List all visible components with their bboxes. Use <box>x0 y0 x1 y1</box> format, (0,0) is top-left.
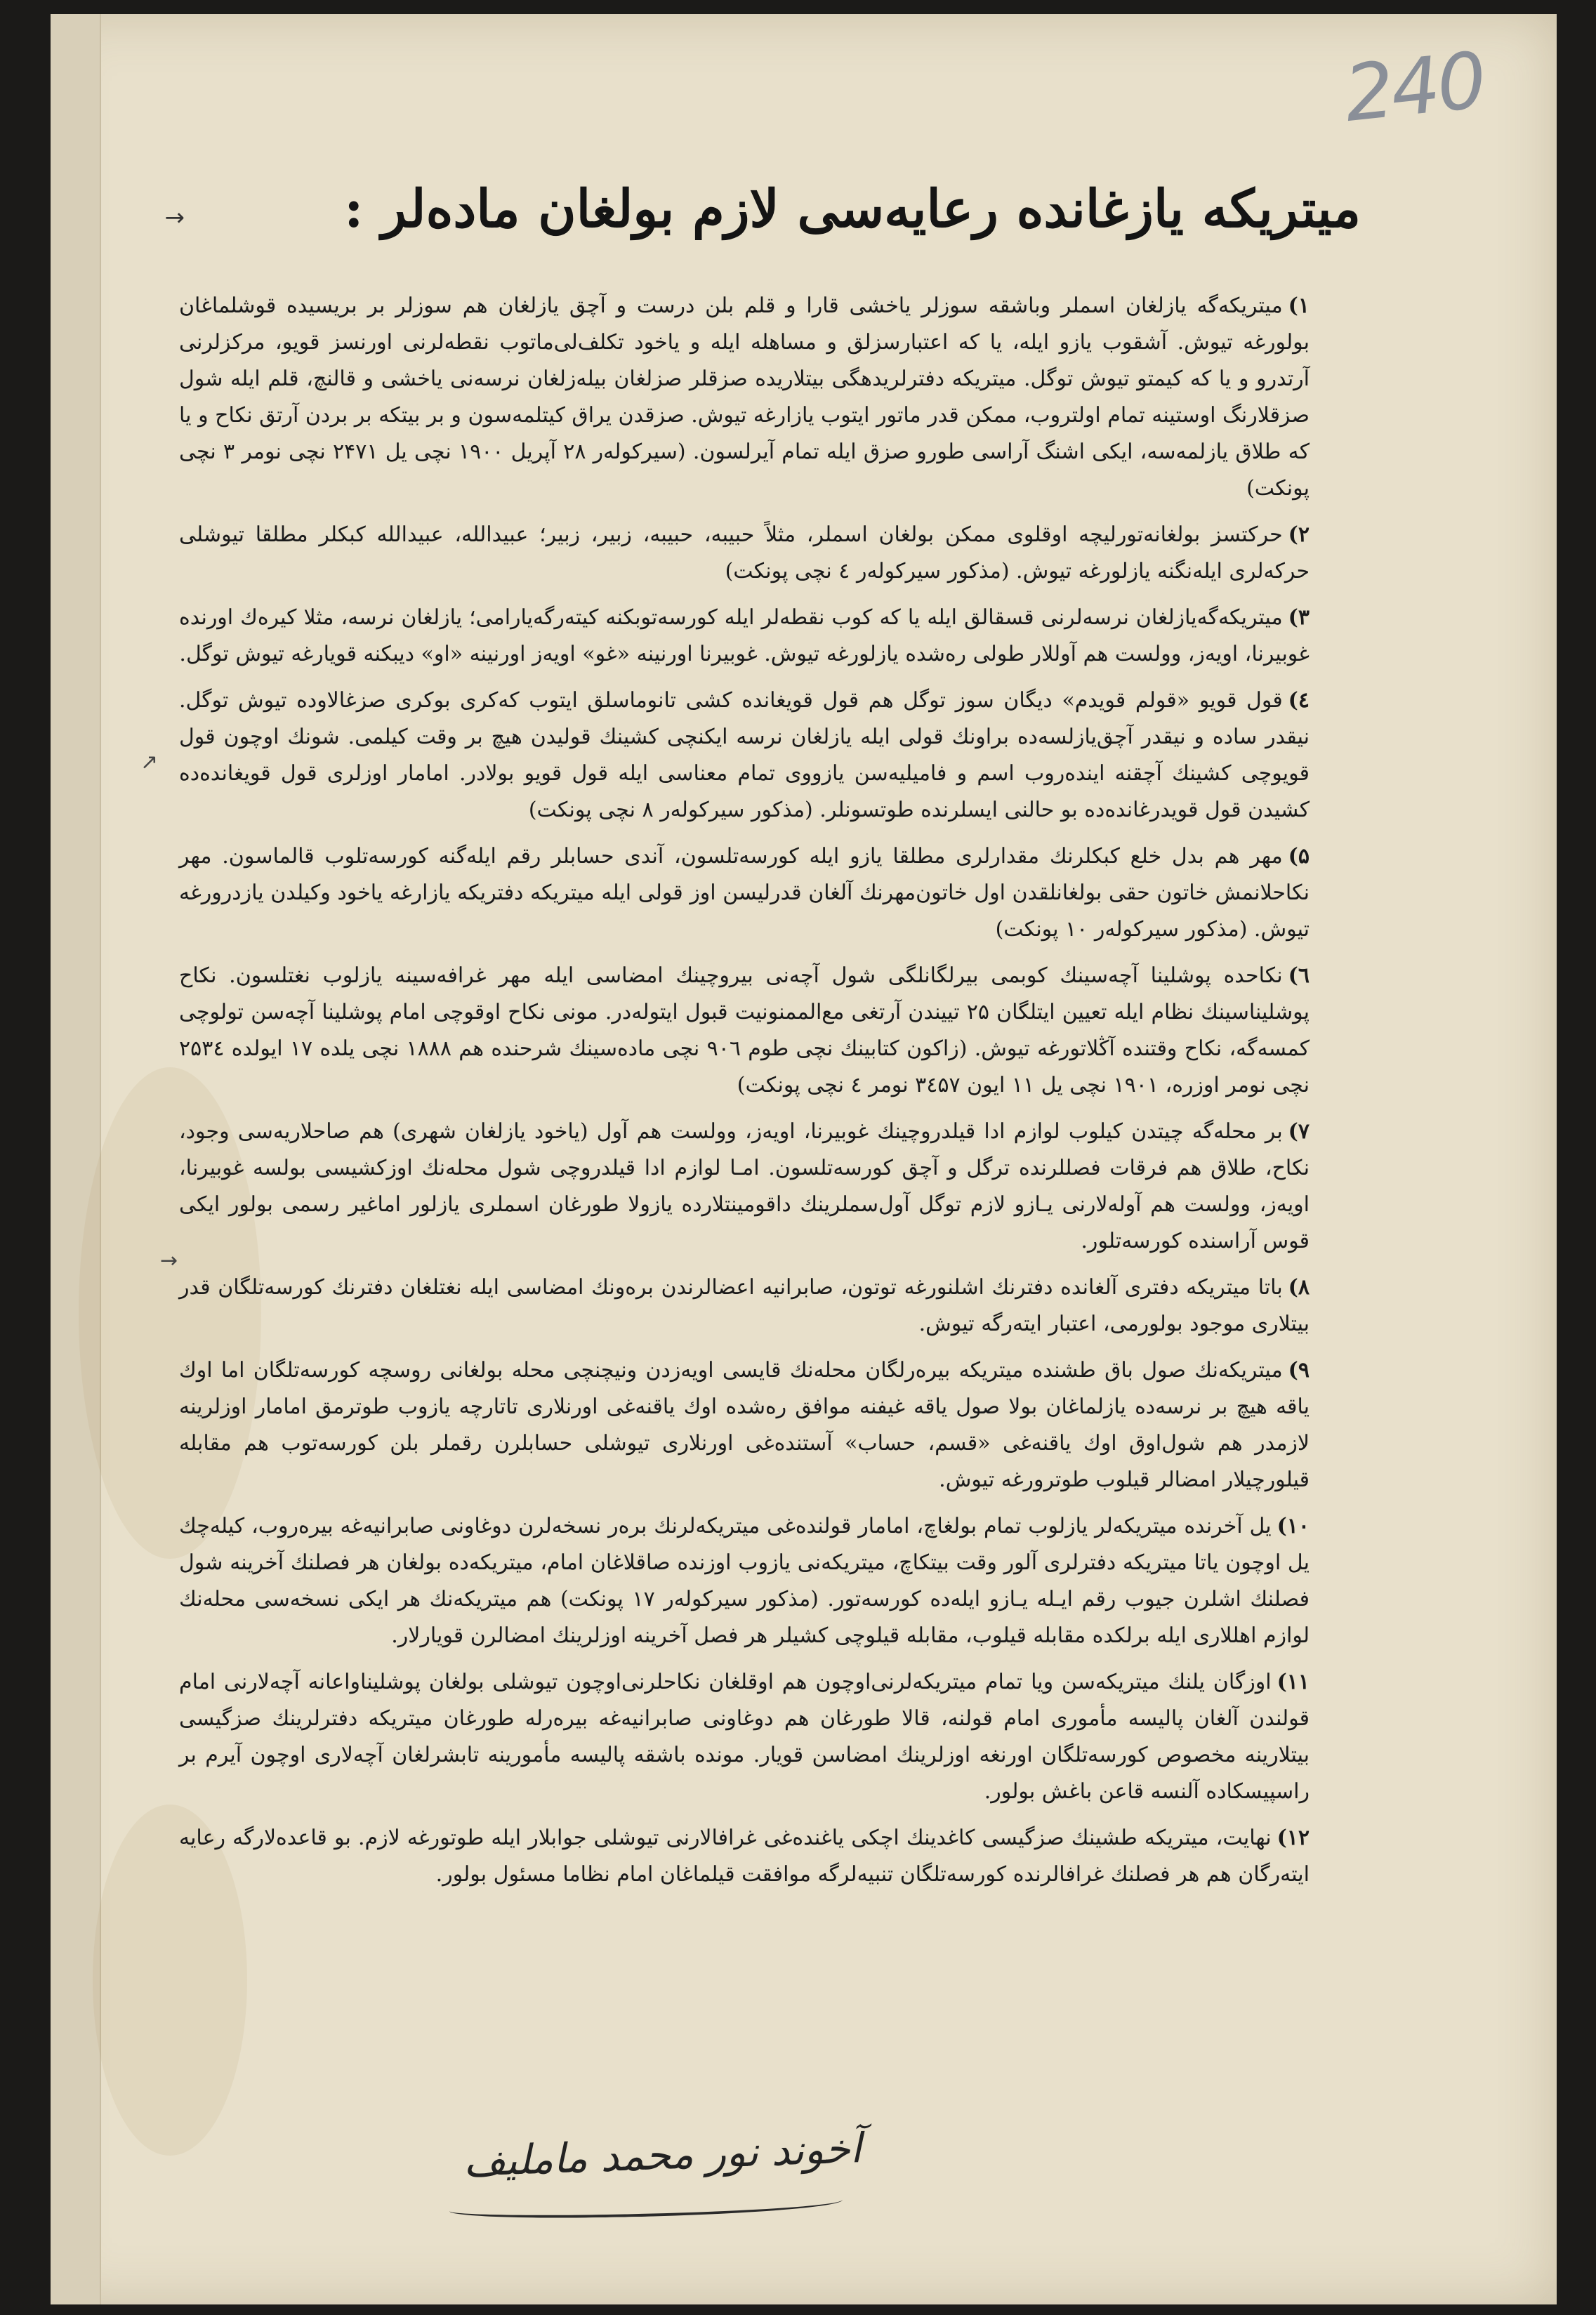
paragraph-number: ۲) <box>1288 522 1310 547</box>
paragraph-number: ۳) <box>1288 605 1310 630</box>
paragraph-text: میتریکه‌گه‌یازلغان نرسه‌لرنی قسقالق ایله یا که کوب نقطه‌لر ایله کورسه‌توبکنه کیته‌رگه‌یارامی؛ یازلغان نرسه، مثلا کیره‌ك اورنده غوبیرنا، اویەز، وولست هم آوللار طولی ره‌شده یازلورغه تیوش. غوبیرنا اورنینه «غو» اویەز اورنینه «او» دیبکنه قویارغه تیوش توگل. <box>179 605 1310 666</box>
paragraph-8 <box>179 1269 1310 1343</box>
paragraph-number: ۸) <box>1288 1275 1310 1300</box>
paragraph-number: ۱۰) <box>1277 1514 1310 1538</box>
paragraph-5 <box>179 838 1310 948</box>
paragraph-text: بر محله‌گه چیتدن کیلوب لوازم ادا قیلدروچینك غوبیرنا، اویەز، وولست هم آول (یاخود یازلغان شهری) هم صاحلاریه‌سی وجود، نکاح، طلاق هم فرقات فصللرنده ترگل و آچق کورسه‌تلسون. امـا لوازم ادا قیلدروچی شول محله‌نك اوزکشیسی بولسه غوبیرنا، اویەز، وولست هم آولەلارنی یـازو لازم توگل آول‌سملرینك داقومینتلارده یازولا طورغان اسملری یازلور اماغیر رسمی بولور ایکی قوس آراسنده کورسه‌تلور. <box>179 1119 1310 1253</box>
document-title: میتریکه یازغانده رعایه‌سی لازم بولغان ماده‌لر : <box>344 179 1361 239</box>
paragraph-number: ۷) <box>1288 1119 1310 1144</box>
paragraph-number: ۱۱) <box>1277 1670 1310 1694</box>
paragraph-text: نهایت، میتریکه طشینك صزگیسی کاغدینك اچکی یاغنده‌غی غرافالارنی تیوشلی جوابلار ایله طوتورغه لازم. بو قاعده‌لارگه رعایه ایته‌رگان هم هر فصلنك غرافالرنده کورسه‌تلگان تنبیه‌لرگه موافقت قیلماغان امام نظاما مسئول بولور. <box>179 1826 1310 1887</box>
paragraph-number: ۱) <box>1288 294 1310 318</box>
document-body <box>179 288 1310 1903</box>
paragraph-10 <box>179 1508 1310 1654</box>
paragraph-text: حرکتسز بولغانه‌تورلیچه اوقلوی ممکن بولغان اسملر، مثلاً حبیبه، حبیبه، زبیر، زبیر؛ عبیدالله، عبیدالله کبکلر مطلقا تیوشلی حرکه‌لری ایله‌نگنه یازلورغه تیوش. (مذکور سیرکولەر ٤ نچی پونکت) <box>179 522 1310 583</box>
title-margin-mark: → <box>164 204 185 232</box>
paragraph-number: ٦) <box>1288 963 1310 988</box>
paragraph-7 <box>179 1114 1310 1260</box>
paragraph-text: میتریکه‌گه یازلغان اسملر وباشقه سوزلر یاخشی قارا و قلم بلن درست و آچق یازلغان هم سوزلر بر بریسیده قوشلماغان بولورغه تیوش. آشقوب یازو ایله، یا که اعتبارسزلق و مساهله ایله و یاخود تکلف‌لی‌ماتوب نقطه‌لرنی اورنسز قویو، مرکزلرنی آرتدرو و یا که کیمتو تیوش توگل. میتریکه دفترلریدهگی بیتلاریده صزقلر صزلغان بیلەزلغان نرسه‌نی یاخشی و قالنچ، قلم ایله شول صزقلارنگ اوستینه تمام اولتروب، ممکن قدر ماتور ایتوب یازارغه تیوش. صزقدن یراق کیتلمەسون و بر بیتکه بر بردن آرتق نکاح و یا که طلاق یازلمەسه، ایکی اشنگ آراسی طورو صزق ایله تمام آیرلسون. (سیرکولەر ۲۸ آپریل ۱۹۰۰ نچی یل ۲۴۷۱ نچی نومر ۳ نچی پونکت) <box>179 294 1310 501</box>
paragraph-number: ٤) <box>1288 688 1310 713</box>
paragraph-text: یل آخرنده میتریکه‌لر یازلوب تمام بولغاچ، امامار قولنده‌غی میتریکه‌لرنك بره‌ر نسخه‌لرن دوغاونی صابرانیه‌غه بیره‌روب، کیله‌چك یل اوچون یاتا میتریکه دفترلری آلور وقت بیتکاچ، میتریکه‌نی یازوب اوزنده صاقلاغان امام، میتریکه‌ده بولغان هر فصلنك آخرینه شول فصلنك اشلرن جیوب رقم ایـله یـازو ایله‌ده کورسه‌تور. (مذکور سیرکولەر ۱۷ پونکت) هم میتریکه‌نك هر ایکی نسخه‌سی محله‌نك لوازم اهللاری ایله برلکده مقابله قیلوب، مقابله قیلوچی کشیلر هر فصل آخرینه اوزلرینك امضالرن قویارلار. <box>179 1514 1310 1648</box>
paragraph-11 <box>179 1664 1310 1810</box>
paragraph-2 <box>179 517 1310 590</box>
paragraph-text: باتا میتریکه دفتری آلغانده دفترنك اشلنورغه توتون، صابرانیه اعضالرندن بره‌ونك امضاسی ایله نغتلغان دفترنك کورسه‌تلگان قدر بیتلاری موجود بولورمی، اعتبار ایتەرگه تیوش. <box>179 1275 1310 1336</box>
paragraph-number: ۹) <box>1288 1358 1310 1383</box>
paragraph-6 <box>179 958 1310 1104</box>
paragraph-number: ۱۲) <box>1277 1826 1310 1850</box>
paragraph-number: ۵) <box>1288 844 1310 869</box>
paragraph-1 <box>179 288 1310 507</box>
paragraph-9 <box>179 1352 1310 1498</box>
handwritten-signature: آخوند نور محمد ماملیف <box>462 2124 862 2186</box>
paragraph-text: میتریکه‌نك صول باق طشنده میتریکه بیره‌رلگان محله‌نك قایسی اویەزدن ونیچنچی محله بولغانی روسچه کورسه‌تلگان اما اوك یاقه هیچ بر نرسه‌ده یازلماغان بولا صول یاقه غیفنه موافق ره‌شده اوك یاقنه‌غی اورنلاری تاتارچه یازوب طوترمق امامار اوزلرینه لازمدر هم شول‌اوق اوك یاقنه‌غی «قسم، حساب» آستنده‌غی اورنلاری تیوشلی حسابلرن رقملر بلن کورسه‌توب هم مقابله قیلورچیلار امضالر قیلوب طوترورغه تیوش. <box>179 1358 1310 1492</box>
margin-mark: → <box>160 1248 178 1273</box>
folio-number: 240 <box>1340 35 1489 139</box>
paragraph-12 <box>179 1820 1310 1893</box>
paragraph-text: نکاحده پوشلینا آچه‌سینك کوبمی بیرلگانلگی شول آچه‌نی بیروچینك امضاسی ایله مهر غرافه‌سینه یازلوب نغتلسون. نکاح پوشلیناسینك نظام ایله تعیین ایتلگان ۲۵ تییندن آرتغی مع‌الممنونیت قبول ایتوله‌در. مونی نکاح اوقوچی امام پوشلینا آچه‌سن تولوچی کمسه‌گه، نکاح وقتنده آڭلاتورغه تیوش. (زاکون کتابینك نچی طوم ۹۰٦ نچی ماده‌سینك شرحنده هم ۱۸۸۸ نچی یلده ۱۷ ایولده ۲۵۳٤ نچی نومر اوزره، ۱۹۰۱ نچی یل ۱۱ ایون ۳٤۵۷ نومر ٤ نچی پونکت) <box>179 963 1310 1097</box>
paragraph-3 <box>179 600 1310 673</box>
paragraph-text: اوزگان یلنك میتریکه‌سن ویا تمام میتریکه‌لرنی‌اوچون هم اوقلغان نکاحلرنی‌اوچون تیوشلی بولغان پوشلینا‌واعانه آچه‌لارنی امام قولندن آلغان پالیسه مأموری امام قولنه، قالا طورغان هم دوغاونی صابرانیه‌غه بیره‌رله طورغان میتریکه دفترلرینك صزگیسی بیتلارینه مخصوص کورسه‌تلگان اورنغه اوزلرینك امضاسن قویار. مونده باشقه پالیسه مأمورینه تابشرلغان آچه‌لاری اوچون آیرم بر راسپیسکاده آلنسه قاعن باغش بولور. <box>179 1670 1310 1804</box>
paragraph-text: قول قویو «قولم قویدم» دیگان سوز توگل هم قول قویغانده کشی تانوماسلق ایتوب که‌کری بوکری صزغالاوده تیوش توگل. نیقدر ساده و نیقدر آچق‌یازلسه‌ده براونك قولی ایله یازلغان نرسه ایکنچی کشینك قولیدن هیچ بر وقت کیلمی. شونك اوچون قول قویوچی کشینك آچقنه اینده‌روب اسم و فامیلیه‌سن یازووی تمام معناسی ایله قول قویو بولادر. امامار اوزلری قول قویغانده‌ده کشیدن قول قویدرغانده‌ده بو حالنی ایسلرنده طوتسونلر. (مذکور سیرکولەر ۸ نچی پونکت) <box>179 688 1310 822</box>
margin-mark: ↗ <box>140 750 159 774</box>
paragraph-text: مهر هم بدل خلع کبکلرنك مقدارلری مطلقا یازو ایله کورسه‌تلسون، آندی حسابلر رقم ایله‌گنه کورسه‌تلوب قالماسون. مهر نکاحلانمش خاتون حقی بولغانلقدن اول خاتون‌مهرنك آلغان قدرلیسن اوز قولی ایله میتریکه دفتریکه یازارغه یاخود وکیلدن یازدرورغه تیوش. (مذکور سیرکولەر ۱۰ پونکت) <box>179 844 1310 942</box>
paragraph-4 <box>179 682 1310 829</box>
